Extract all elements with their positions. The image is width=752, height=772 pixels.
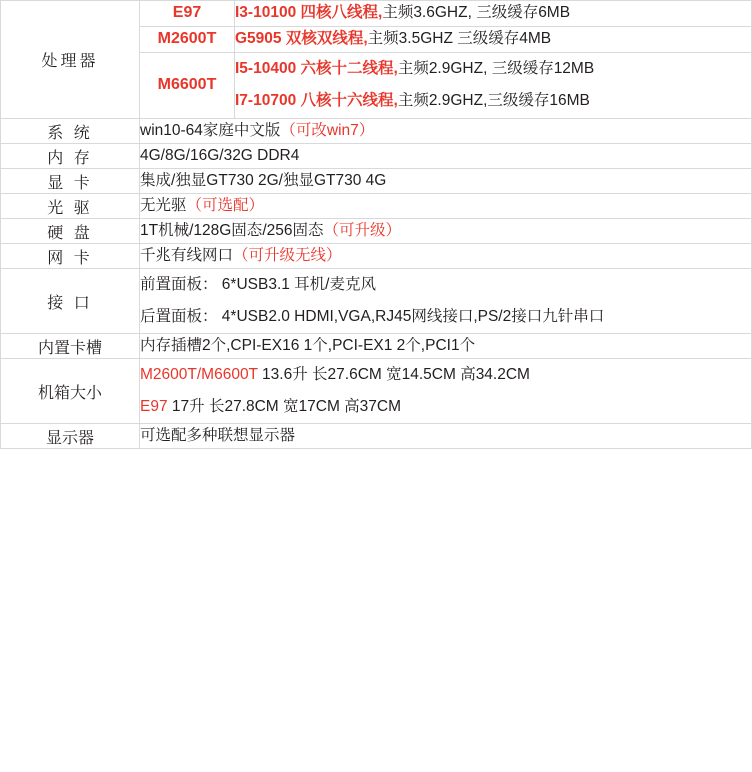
row-label-ports: 接 口 <box>1 269 140 334</box>
processor-desc-m2600t-rest: 主频3.5GHZ 三级缓存4MB <box>367 29 552 47</box>
processor-row-e97 <box>140 1 751 26</box>
processor-desc-e97-rest: 主频3.6GHZ, 三级缓存6MB <box>382 4 571 21</box>
row-label-harddisk: 硬 盘 <box>1 219 140 244</box>
row-value-optical-drive <box>140 194 752 219</box>
row-value-ports-rear: 后置面板： 4*USB2.0 HDMI,VGA,RJ45网线接口,PS/2接口九针串口 <box>140 308 605 326</box>
table-row-network <box>1 244 752 269</box>
row-value-optical-drive-note: （可选配） <box>186 197 265 215</box>
row-value-harddisk <box>140 219 752 244</box>
row-label-network: 网 卡 <box>1 244 140 269</box>
table-row-processor <box>1 1 752 119</box>
processor-inner-table <box>140 1 751 118</box>
row-value-network-main: 千兆有线网口 <box>140 247 234 265</box>
row-label-slots: 内置卡槽 <box>1 334 140 359</box>
processor-model-m2600t: M2600T <box>140 26 235 52</box>
table-row-slots <box>1 334 752 359</box>
row-label-optical-drive: 光 驱 <box>1 194 140 219</box>
processor-model-m6600t: M6600T <box>140 52 235 118</box>
table-row-optical-drive <box>1 194 752 219</box>
row-value-network <box>140 244 752 269</box>
row-label-monitor: 显示器 <box>1 424 140 449</box>
table-row-graphics <box>1 169 752 194</box>
row-value-chassis-size <box>140 359 752 424</box>
processor-group <box>140 1 752 119</box>
row-value-system-note: （可改win7） <box>280 122 375 140</box>
row-label-system: 系 统 <box>1 119 140 144</box>
processor-desc-m6600t <box>235 52 752 118</box>
processor-model-e97: E97 <box>140 1 235 26</box>
table-row-chassis-size <box>1 359 752 424</box>
row-value-memory <box>140 144 752 169</box>
row-label-memory: 内 存 <box>1 144 140 169</box>
row-value-monitor-main: 可选配多种联想显示器 <box>140 427 296 445</box>
processor-desc-m6600t-highlight-1: I5-10400 六核十二线程, <box>235 59 398 77</box>
processor-desc-m6600t-highlight-2: I7-10700 八核十六线程, <box>235 92 398 110</box>
chassis-size-model-2: E97 <box>140 398 168 416</box>
row-value-graphics-main: 集成/独显GT730 2G/独显GT730 4G <box>140 172 387 190</box>
row-value-slots <box>140 334 752 359</box>
row-value-ports-front: 前置面板： 6*USB3.1 耳机/麦克风 <box>140 276 376 294</box>
table-row-monitor <box>1 424 752 449</box>
processor-row-m6600t <box>140 52 751 118</box>
table-row-memory <box>1 144 752 169</box>
table-row-harddisk <box>1 219 752 244</box>
processor-desc-m2600t <box>235 26 752 52</box>
processor-row-m2600t <box>140 26 751 52</box>
row-value-system-main: win10-64家庭中文版 <box>140 122 281 140</box>
chassis-size-dims-2: 17升 长27.8CM 宽17CM 高37CM <box>167 398 402 416</box>
processor-desc-m6600t-rest-1: 主频2.9GHZ, 三级缓存12MB <box>397 59 595 77</box>
row-label-processor: 处理器 <box>1 1 140 119</box>
row-label-chassis-size: 机箱大小 <box>1 359 140 424</box>
row-value-optical-drive-main: 无光驱 <box>140 197 187 215</box>
row-value-graphics <box>140 169 752 194</box>
row-value-harddisk-main: 1T机械/128G固态/256固态 <box>140 222 324 240</box>
row-value-network-note: （可升级无线） <box>233 247 342 265</box>
row-value-monitor <box>140 424 752 449</box>
row-value-memory-main: 4G/8G/16G/32G DDR4 <box>140 147 300 165</box>
row-value-ports <box>140 269 752 334</box>
processor-desc-m2600t-highlight: G5905 双核双线程, <box>235 29 368 47</box>
row-value-slots-main: 内存插槽2个,CPI-EX16 1个,PCI-EX1 2个,PCI1个 <box>140 337 476 355</box>
row-label-graphics: 显 卡 <box>1 169 140 194</box>
table-row-ports <box>1 269 752 334</box>
chassis-size-model-1: M2600T/M6600T <box>140 366 258 384</box>
processor-desc-e97 <box>235 1 752 26</box>
table-row-system <box>1 119 752 144</box>
row-value-harddisk-note: （可升级） <box>323 222 401 240</box>
processor-desc-e97-highlight: I3-10100 四核八线程, <box>235 4 383 21</box>
row-value-system <box>140 119 752 144</box>
processor-desc-m6600t-rest-2: 主频2.9GHZ,三级缓存16MB <box>397 92 590 110</box>
chassis-size-dims-1: 13.6升 长27.6CM 宽14.5CM 高34.2CM <box>257 366 530 384</box>
